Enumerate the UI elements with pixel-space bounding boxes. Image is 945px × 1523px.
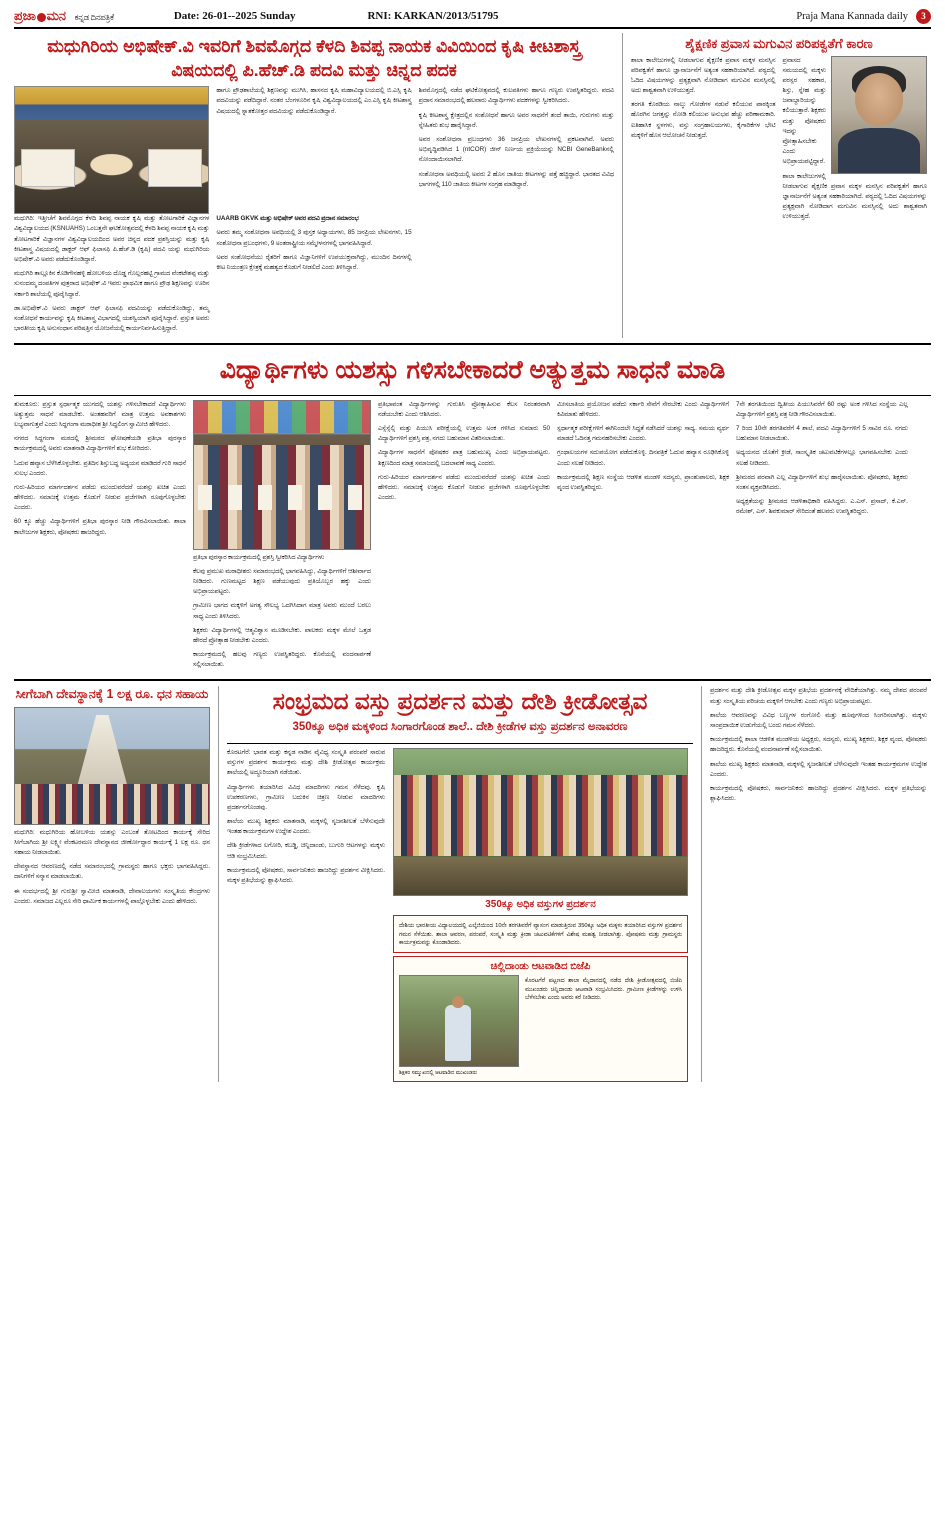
logo-subtitle: ಕನ್ನಡ ದಿನಪತ್ರಿಕೆ <box>74 12 114 22</box>
page-number-badge: 3 <box>916 9 931 24</box>
section-divider <box>14 343 931 345</box>
editorial-headline: ಶೈಕ್ಷಣಿಕ ಪ್ರವಾಸ ಮಗುವಿನ ಪರಿಪಕ್ವತೆಗೆ ಕಾರಣ <box>685 36 873 51</box>
bjp-game-box <box>393 956 688 1082</box>
paragraph: ಡಾ.ಅಭಿಷೇಕ್.ವಿ ಅವರು ಡಾಕ್ಟರ್ ಆಫ್ ಫಿಲಾಸಫಿ ಪದವಿಯನ್ನು ಪಡೆದುಕೊಂಡಿದ್ದು, ತಮ್ಮ ಸಂಶೋಧನೆ ಕಾರ್ಯವನ್ನು ಕೃಷಿ ಕೀಟಶಾಸ್ತ್ರ ವಿಭಾಗದಲ್ಲಿ ಯಶಸ್ವಿಯಾಗಿ ಪೂರೈಸಿದ್ದಾರೆ. ಪ್ರಸ್ತುತ ಅವರು ಭಾರತೀಯ ಕೃಷಿ ಅನುಸಂಧಾನ ಪರಿಷತ್ತಿನ ಯೋಜನೆಯಲ್ಲಿ ಕಾರ್ಯನಿರ್ವಹಿಸುತ್ತಿದ್ದಾರೆ. <box>14 304 210 333</box>
newspaper-logo <box>14 8 114 24</box>
paragraph: ವಿದ್ಯಾರ್ಥಿಗಳ ಸಾಧನೆಗೆ ಪೋಷಕರ ಪಾತ್ರ ಬಹುಮುಖ್ಯ ಎಂದು ಅಭಿಪ್ರಾಯಪಟ್ಟರು. ಶಿಕ್ಷಣದಿಂದ ಮಾತ್ರ ಸಮಾಜದಲ್ಲಿ ಬದಲಾವಣೆ ಸಾಧ್ಯ ಎಂದರು. <box>378 449 550 467</box>
paragraph: ಹಾಗೂ ಪ್ರೌಢಶಾಲೆಯಲ್ಲಿ ಶಿಕ್ಷಣವನ್ನು ಮುಗಿಸಿ, ಹಾಸನದ ಕೃಷಿ ಮಹಾವಿದ್ಯಾಲಯದಲ್ಲಿ ಬಿ.ಎಸ್ಸಿ ಕೃಷಿ ಪದವಿಯನ್ನು ಪಡೆದಿದ್ದಾರೆ. ನಂತರ ಬೆಂಗಳೂರಿನ ಕೃಷಿ ವಿಶ್ವವಿದ್ಯಾಲಯದಲ್ಲಿ ಎಂ.ಎಸ್ಸಿ ಕೃಷಿ ಕೀಟಶಾಸ್ತ್ರ ವಿಷಯದಲ್ಲಿ ಸ್ನಾತಕೋತ್ತರ ಪದವಿಯನ್ನು ಪಡೆದುಕೊಂಡಿದ್ದಾರೆ. <box>216 87 412 115</box>
exhibition-column-2 <box>393 748 688 1082</box>
paragraph: ಕಾರ್ಯಕ್ರಮದಲ್ಲಿ ಶಿಕ್ಷಣ ಸಂಸ್ಥೆಯ ಆಡಳಿತ ಮಂಡಳಿ ಸದಸ್ಯರು, ಪ್ರಾಂಶುಪಾಲರು, ಶಿಕ್ಷಕ ವೃಂದ ಉಪಸ್ಥಿತರಿದ್ದರು. <box>557 473 729 491</box>
exhibition-photo-caption: 350ಕ್ಕೂ ಅಧಿಕ ವಸ್ತುಗಳ ಪ್ರದರ್ಶನ <box>485 898 596 910</box>
exhibition-column-1 <box>227 748 385 1082</box>
paragraph: ಸ್ಪರ್ಧಾತ್ಮಕ ಪರೀಕ್ಷೆಗಳಿಗೆ ಈಗಿನಿಂದಲೇ ಸಿದ್ಧತೆ ನಡೆಸಿದರೆ ಯಶಸ್ಸು ಸಾಧ್ಯ. ಸಮಯ ವ್ಯರ್ಥ ಮಾಡದೆ ಓದಿನತ್ತ ಗಮನಹರಿಸಬೇಕು ಎಂದರು. <box>557 424 729 443</box>
paragraph: ಅವರ ಸಂಶೋಧನೆಯು ರೈತರಿಗೆ ಹಾಗೂ ವಿಜ್ಞಾನಿಗಳಿಗೆ ಉಪಯುಕ್ತವಾಗಿದ್ದು, ಮುಂದಿನ ದಿನಗಳಲ್ಲಿ ಕೀಟ ನಿಯಂತ್ರಣ ಕ್ಷೇತ್ರಕ್ಕೆ ಮಹತ್ವದ ಕೊಡುಗೆ ನೀಡಲಿದೆ ಎಂದು ತಿಳಿಸಿದ್ದಾರೆ. <box>216 253 412 271</box>
paragraph: 7 ರಿಂದ 10ನೇ ತರಗತಿವರೆಗೆ 4 ಶಾಲೆ, ಪದವಿ ವಿದ್ಯಾರ್ಥಿಗಳಿಗೆ 5 ಸಾವಿರ ರೂ. ನಗದು ಬಹುಮಾನ ನೀಡಲಾಯಿತು. <box>736 424 908 443</box>
editorial-columns <box>631 56 927 227</box>
paragraph: ಕಾರ್ಯಕ್ರಮದಲ್ಲಿ ಪೋಷಕರು, ಸಾರ್ವಜನಿಕರು ಹಾಜರಿದ್ದು ಪ್ರದರ್ಶನ ವೀಕ್ಷಿಸಿದರು. ಮಕ್ಕಳ ಪ್ರತಿಭೆಯನ್ನು ಶ್ಲಾಘಿಸಿದರು. <box>227 866 385 885</box>
mid-column-5 <box>736 400 908 675</box>
paper-name: Praja Mana Kannada daily <box>796 10 908 22</box>
bjp-box-text: ಕೊರಟಗೆರೆ ಪಟ್ಟಣದ ಶಾಲಾ ಮೈದಾನದಲ್ಲಿ ನಡೆದ ದೇಶಿ ಕ್ರೀಡೋತ್ಸವದಲ್ಲಿ ಬಿಜೆಪಿ ಮುಖಂಡರು ಚಿನ್ನಿದಾಂಡು ಆಟವಾಡಿ ಸಂಭ್ರಮಿಸಿದರು. ಗ್ರಾಮೀಣ ಕ್ರೀಡೆಗಳನ್ನು ಉಳಿಸಿ ಬೆಳೆಸಬೇಕು ಎಂದು ಅವರು ಕರೆ ನೀಡಿದರು. <box>525 978 682 1002</box>
exhibition-continuation <box>701 686 927 1082</box>
editorial-column-2 <box>783 56 928 227</box>
top-section <box>14 33 931 338</box>
exhibition-box-text: ದೇಶಿಯ ಭಾರತೀಯ ವಿದ್ಯಾಲಯದಲ್ಲಿ ಎಲ್ಕೆಜಿಯಿಂದ 10ನೇ ತರಗತಿವರೆಗೆ ವ್ಯಾಸಂಗ ಮಾಡುತ್ತಿರುವ 350ಕ್ಕೂ ಅಧಿಕ ಮಕ್ಕಳು ತಯಾರಿಸಿದ ವಸ್ತುಗಳ ಪ್ರದರ್ಶನ ಗಮನ ಸೆಳೆಯಿತು. ಶಾಲಾ ಆವರಣ, ಪರಂಪರೆ, ಸಂಸ್ಕೃತಿ ಮತ್ತು ಕ್ರೀಡಾ ಚಟುವಟಿಕೆಗಳಿಗೆ ವಿಶೇಷ ಮಹತ್ವ ನೀಡಲಾಗಿತ್ತು. ಪೋಷಕರು ಮತ್ತು ಗ್ರಾಮಸ್ಥರು ಕಾರ್ಯಕ್ರಮವನ್ನು ಕೊಂಡಾಡಿದರು. <box>399 922 682 947</box>
mid-column-1 <box>14 400 186 675</box>
paragraph: ದೇವಸ್ಥಾನದ ಆವರಣದಲ್ಲಿ ನಡೆದ ಸಮಾರಂಭದಲ್ಲಿ ಗ್ರಾಮಸ್ಥರು ಹಾಗೂ ಭಕ್ತರು ಭಾಗವಹಿಸಿದ್ದರು. ದಾನಿಗಳಿಗೆ ಸನ್ಮಾನ ಮಾಡಲಾಯಿತು. <box>14 863 210 881</box>
paragraph: ಗ್ರಾಮೀಣ ಭಾಗದ ಮಕ್ಕಳಿಗೆ ಅಗತ್ಯ ಸೌಲಭ್ಯ ಒದಗಿಸಿದಾಗ ಮಾತ್ರ ಅವರು ಮುಂದೆ ಬರಲು ಸಾಧ್ಯ ಎಂದು ತಿಳಿಸಿದರು. <box>193 602 371 620</box>
lead-col1-text <box>14 214 209 334</box>
paragraph: ಗ್ರಂಥಾಲಯಗಳ ಸದುಪಯೋಗ ಪಡೆದುಕೊಳ್ಳಿ. ದಿನಪತ್ರಿಕೆ ಓದುವ ಹವ್ಯಾಸ ರೂಢಿಸಿಕೊಳ್ಳಿ ಎಂದು ಸಲಹೆ ನೀಡಿದರು. <box>557 449 729 467</box>
paragraph: ಶಾಲೆಯ ಆವರಣವನ್ನು ವಿವಿಧ ಬಣ್ಣಗಳ ರಂಗೋಲಿ ಮತ್ತು ಹೂವುಗಳಿಂದ ಸಿಂಗರಿಸಲಾಗಿತ್ತು. ಮಕ್ಕಳು ಸಾಂಪ್ರದಾಯಿಕ ಉಡುಗೆಯಲ್ಲಿ ಬಂದು ಗಮನ ಸೆಳೆದರು. <box>710 711 927 729</box>
paragraph: ಗುರು-ಹಿರಿಯರ ಮಾರ್ಗದರ್ಶನ ಪಡೆದು ಮುಂದುವರೆದರೆ ಯಶಸ್ಸು ಖಚಿತ ಎಂದು ಹೇಳಿದರು. ಸಮಾಜಕ್ಕೆ ಉತ್ತಮ ಕೊಡುಗೆ ನೀಡುವ ಪ್ರಜೆಗಳಾಗಿ ರೂಪುಗೊಳ್ಳಬೇಕು ಎಂದರು. <box>378 473 550 502</box>
editorial-column-1 <box>631 56 776 227</box>
paragraph: ಅವರು ತಮ್ಮ ಸಂಶೋಧನಾ ಅವಧಿಯಲ್ಲಿ 3 ಪುಸ್ತಕ ಅಧ್ಯಾಯಗಳು, 85 ಜನಪ್ರಿಯ ಲೇಖನಗಳು, 15 ಸಂಶೋಧನಾ ಪ್ರಬಂಧಗಳು, 9 ಅಂತರಾಷ್ಟ್ರೀಯ ಸಮ್ಮೇಳನಗಳಲ್ಲಿ ಭಾಗವಹಿಸಿದ್ದಾರೆ. <box>216 229 412 247</box>
exhibition-subheadline: 350ಕ್ಕೂ ಅಧಿಕ ಮಕ್ಕಳಿಂದ ಸಿಂಗಾರಗೊಂಡ ಶಾಲೆ.. ದೇಶಿ ಕ್ರೀಡೆಗಳ ವಸ್ತು ಪ್ರದರ್ಶನ ಅನಾವರಣ <box>292 721 628 734</box>
editorial-story <box>622 33 927 338</box>
paragraph: 60 ಕ್ಕೂ ಹೆಚ್ಚು ವಿದ್ಯಾರ್ಥಿಗಳಿಗೆ ಪ್ರತಿಭಾ ಪುರಸ್ಕಾರ ನೀಡಿ ಗೌರವಿಸಲಾಯಿತು. ಶಾಲಾ ಕಾಲೇಜುಗಳ ಶಿಕ್ಷಕರು, ಪೋಷಕರು ಹಾಜರಿದ್ದರು. <box>14 518 186 536</box>
paragraph: ಮಧುಗಿರಿ: ಮಧುಗಿರಿಯ ಹೋಬಳಿಯ ಯಶಸ್ಸು ಎಂಬಂತೆ ತೋಟದಿಂದ ಕಾರ್ಯಕ್ಕೆ ಸೇರಿದ ಸೀಗೆಬಾಗಿಯ ಶ್ರೀ ಲಕ್ಷ್ಮೀ ವೆಂಕಟರಮಣ ದೇವಸ್ಥಾನದ ಜೀರ್ಣೋದ್ಧಾರ ಕಾರ್ಯಕ್ಕೆ 1 ಲಕ್ಷ ರೂ. ಧನ ಸಹಾಯ ನೀಡಲಾಯಿತು. <box>14 828 210 857</box>
lead-column-1 <box>14 86 209 338</box>
temple-photo <box>14 707 210 825</box>
exhibition-story <box>218 686 693 1082</box>
exhibition-highlight-box <box>393 915 688 953</box>
lead-columns <box>14 86 614 338</box>
paragraph: ಶಾಲಾ ಕಾಲೇಜುಗಳಲ್ಲಿ ನೀಡಲಾಗುವ ಶೈಕ್ಷಣಿಕ ಪ್ರವಾಸ ಮಕ್ಕಳ ಮನಸ್ಸಿನ ಪರಿಪಕ್ವತೆಗೆ ಹಾಗೂ ಜ್ಞಾನಾರ್ಜನೆಗೆ ಅತ್ಯಂತ ಸಹಕಾರಿಯಾಗಿದೆ. ಪಠ್ಯದಲ್ಲಿ ಓದಿದ ವಿಷಯಗಳನ್ನು ಪ್ರತ್ಯಕ್ಷವಾಗಿ ನೋಡಿದಾಗ ಮಗುವಿನ ಮನಸ್ಸಿನಲ್ಲಿ ಅದು ಶಾಶ್ವತವಾಗಿ ಉಳಿಯುತ್ತದೆ. <box>782 172 927 221</box>
paragraph: ಓದುವ ಹವ್ಯಾಸ ಬೆಳೆಸಿಕೊಳ್ಳಬೇಕು. ಪ್ರತಿದಿನ ಶಿಸ್ತುಬದ್ಧ ಅಧ್ಯಯನ ಮಾಡಿದರೆ ಗುರಿ ಸಾಧನೆ ಸುಲಭ ಎಂದರು. <box>14 459 186 477</box>
mid-section <box>14 400 931 675</box>
temple-text <box>14 825 210 907</box>
paragraph: ಶಿಕ್ಷಕರು ವಿದ್ಯಾರ್ಥಿಗಳಲ್ಲಿ ಆತ್ಮವಿಶ್ವಾಸ ಮೂಡಿಸಬೇಕು. ಪಾಲಕರು ಮಕ್ಕಳ ಮೇಲೆ ಒತ್ತಡ ಹೇರದೆ ಪ್ರೋತ್ಸಾಹ ನೀಡಬೇಕು ಎಂದರು. <box>193 626 371 644</box>
lead-col2-text <box>216 214 411 273</box>
banner-divider <box>14 395 931 396</box>
paragraph: ಅವರ ಸಂಶೋಧನಾ ಪ್ರಬಂಧಗಳು 36 ಜನಪ್ರಿಯ ಲೇಖನಗಳಲ್ಲಿ ಪ್ರಕಟವಾಗಿವೆ. ಅವರು ಅಭಿವೃದ್ಧಿಪಡಿಸಿದ 1 (ntCOR) ಜೀನ್ ನಿರ್ಣಯ ಪ್ರಕ್ರಿಯೆಯನ್ನು NCBI GeneBankನಲ್ಲಿ ನೋಂದಾಯಿಸಲಾಗಿದೆ. <box>418 136 614 164</box>
paragraph: ಶಾಲೆಯ ಮುಖ್ಯ ಶಿಕ್ಷಕರು ಮಾತನಾಡಿ, ಮಕ್ಕಳಲ್ಲಿ ಸೃಜನಶೀಲತೆ ಬೆಳೆಸುವುದೇ ಇಂತಹ ಕಾರ್ಯಕ್ರಮಗಳ ಉದ್ದೇಶ ಎಂದರು. <box>227 818 385 836</box>
logo-dot-icon <box>37 13 46 22</box>
bjp-photo-caption: ಶಿಕ್ಷಕರ ಸಮ್ಮುಖದಲ್ಲಿ ಆಟವಾಡಿದ ಮುಖಂಡರು <box>399 1070 478 1077</box>
paragraph: ಕಾರ್ಯಕ್ರಮದಲ್ಲಿ ಪೋಷಕರು, ಸಾರ್ವಜನಿಕರು ಹಾಜರಿದ್ದು ಪ್ರದರ್ಶನ ವೀಕ್ಷಿಸಿದರು. ಮಕ್ಕಳ ಪ್ರತಿಭೆಯನ್ನು ಶ್ಲಾಘಿಸಿದರು. <box>710 784 927 803</box>
paragraph: ಮೀಸಲಾತಿಯ ಪ್ರಯೋಜನ ಪಡೆದು ಸರ್ಕಾರಿ ಸೇವೆಗೆ ಸೇರಬೇಕು ಎಂದು ವಿದ್ಯಾರ್ಥಿಗಳಿಗೆ ಕಿವಿಮಾತು ಹೇಳಿದರು. <box>557 400 729 418</box>
exhibition-headline: ಸಂಭ್ರಮದ ವಸ್ತು ಪ್ರದರ್ಶನ ಮತ್ತು ದೇಶಿ ಕ್ರೀಡೋತ್ಸವ <box>272 688 648 715</box>
bjp-game-photo <box>399 975 519 1067</box>
paragraph: ಶಾಲಾ ಕಾಲೇಜುಗಳಲ್ಲಿ ನೀಡಲಾಗುವ ಶೈಕ್ಷಣಿಕ ಪ್ರವಾಸ ಮಕ್ಕಳ ಮನಸ್ಸಿನ ಪರಿಪಕ್ವತೆಗೆ ಹಾಗೂ ಜ್ಞಾನಾರ್ಜನೆಗೆ ಅತ್ಯಂತ ಸಹಕಾರಿಯಾಗಿದೆ. ಪಠ್ಯದಲ್ಲಿ ಓದಿದ ವಿಷಯಗಳನ್ನು ಪ್ರತ್ಯಕ್ಷವಾಗಿ ನೋಡಿದಾಗ ಮಗುವಿನ ಮನಸ್ಸಿನಲ್ಲಿ ಅದು ಶಾಶ್ವತವಾಗಿ ಉಳಿಯುತ್ತದೆ. <box>631 56 776 95</box>
paragraph: ಅಧ್ಯಕ್ಷತೆಯನ್ನು ಶ್ರೀಮಠದ ಆಡಳಿತಾಧಿಕಾರಿ ವಹಿಸಿದ್ದರು. ಎ.ಎಸ್. ಪ್ರಸಾದ್, ಕೆ.ಎನ್. ರಮೇಶ್, ಎಸ್. ಶಿವಕುಮಾರ್ ಸೇರಿದಂತೆ ಹಲವರು ಉಪಸ್ಥಿತರಿದ್ದರು. <box>736 498 908 516</box>
mid-col4-text <box>557 400 729 494</box>
mid-column-4 <box>557 400 729 675</box>
paragraph: ತುಮಕೂರು: ಪ್ರಸ್ತುತ ಸ್ಪರ್ಧಾತ್ಮಕ ಯುಗದಲ್ಲಿ ಯಶಸ್ಸು ಗಳಿಸಬೇಕಾದರೆ ವಿದ್ಯಾರ್ಥಿಗಳು ಅತ್ಯುತ್ತಮ ಸಾಧನೆ ಮಾಡಬೇಕು. ಅಂತಹವರಿಗೆ ಮಾತ್ರ ಉತ್ತಮ ಅವಕಾಶಗಳು ಲಭ್ಯವಾಗುತ್ತವೆ ಎಂದು ಸಿದ್ಧಗಂಗಾ ಮಠಾಧೀಶ ಶ್ರೀ ಸಿದ್ಧಲಿಂಗ ಸ್ವಾಮೀಜಿ ಹೇಳಿದರು. <box>14 400 186 428</box>
photo-caption-abbr: UAARB GKVK ಮತ್ತು ಅಭಿಷೇಕ್ ಅವರ ಪದವಿ ಪ್ರದಾನ ಸಮಾರಂಭ <box>216 215 359 223</box>
paragraph: ಕೃಷಿ ಕೀಟಶಾಸ್ತ್ರ ಕ್ಷೇತ್ರದಲ್ಲಿನ ಸಂಶೋಧನೆ ಹಾಗೂ ಅವರ ಸಾಧನೆಗೆ ತಂದೆ ತಾಯಿ, ಗುರುಗಳು ಮತ್ತು ಸ್ನೇಹಿತರು ಶುಭ ಹಾರೈಸಿದ್ದಾರೆ. <box>418 111 614 129</box>
masthead <box>14 8 931 29</box>
paragraph: ನಗರದ ಸಿದ್ಧಗಂಗಾ ಮಠದಲ್ಲಿ ಶ್ರೀಮಠದ ಘೋಷಣೆಯಡಿ ಪ್ರತಿಭಾ ಪುರಸ್ಕಾರ ಕಾರ್ಯಕ್ರಮದಲ್ಲಿ ಅವರು ಮಾತನಾಡಿ ವಿದ್ಯಾರ್ಥಿಗಳಿಗೆ ಶುಭ ಕೋರಿದರು. <box>14 435 186 453</box>
lead-col3-text <box>419 86 614 190</box>
mid-col3-text <box>378 400 550 504</box>
paragraph: ಪ್ರತಿಭಾವಂತ ವಿದ್ಯಾರ್ಥಿಗಳನ್ನು ಗುರುತಿಸಿ ಪ್ರೋತ್ಸಾಹಿಸುವ ಕೆಲಸ ನಿರಂತರವಾಗಿ ನಡೆಯಬೇಕು ಎಂದು ಆಶಿಸಿದರು. <box>378 400 550 418</box>
publication-date: Date: 26-01--2025 Sunday <box>173 10 296 22</box>
paragraph: ಮಧುಗಿರಿ ತಾಲ್ಲೂಕಿನ ಕೊಡಿಗೇನಹಳ್ಳಿ ಹೋಬಳಿಯ ದೊಡ್ಡ ಗೊಲ್ಲರಹಟ್ಟಿ ಗ್ರಾಮದ ವೆಂಕಟೇಶಪ್ಪ ಮತ್ತು ಸುನಂದಮ್ಮ ದಂಪತಿಗಳ ಪುತ್ರರಾದ ಅಭಿಷೇಕ್.ವಿ ಇವರು ಪ್ರಾಥಮಿಕ ಹಾಗೂ ಪ್ರೌಢ ಶಿಕ್ಷಣವನ್ನು ಊರಿನ ಸರ್ಕಾರಿ ಶಾಲೆಯಲ್ಲಿ ಪೂರೈಸಿದ್ದಾರೆ. <box>14 270 210 298</box>
paragraph: ಪ್ರದರ್ಶನ ಮತ್ತು ದೇಶಿ ಕ್ರೀಡೋತ್ಸವ ಮಕ್ಕಳ ಪ್ರತಿಭೆಯ ಪ್ರದರ್ಶನಕ್ಕೆ ವೇದಿಕೆಯಾಗಿತ್ತು. ನಮ್ಮ ದೇಶದ ಪರಂಪರೆ ಮತ್ತು ಸಂಸ್ಕೃತಿಯ ಪರಿಚಯ ಮಕ್ಕಳಿಗೆ ಆಗಬೇಕು ಎಂದು ಗಣ್ಯರು ಅಭಿಪ್ರಾಯಪಟ್ಟರು. <box>710 687 927 705</box>
bottom-right-text <box>710 686 927 804</box>
exhibition-columns <box>227 748 693 1082</box>
bjp-box-title: ಚಿಲ್ಲಿದಾಂಡು ಆಟವಾಡಿದ ಬಿಜೆಪಿ <box>490 961 591 973</box>
paragraph: ದೇಶಿ ಕ್ರೀಡೆಗಳಾದ ಲಗೋರಿ, ಕಬಡ್ಡಿ, ಚಿನ್ನಿದಾಂಡು, ಬುಗುರಿ ಆಟಗಳನ್ನು ಮಕ್ಕಳು ಆಡಿ ಸಂಭ್ರಮಿಸಿದರು. <box>227 842 385 860</box>
paragraph: ವಿದ್ಯಾರ್ಥಿಗಳು ತಯಾರಿಸಿದ ವಿವಿಧ ಮಾದರಿಗಳು ಗಮನ ಸೆಳೆದವು. ಕೃಷಿ ಉಪಕರಣಗಳು, ಗ್ರಾಮೀಣ ಬದುಕಿನ ಚಿತ್ರಣ ನೀಡುವ ಮಾದರಿಗಳು ಪ್ರದರ್ಶನಗೊಂಡವು. <box>227 783 385 811</box>
paragraph: ಸಂಶೋಧನಾ ಅವಧಿಯಲ್ಲಿ ಅವರು 2 ಹೊಸ ಜಾತಿಯ ಕೀಟಗಳನ್ನು ಪತ್ತೆ ಹಚ್ಚಿದ್ದಾರೆ. ಭಾರತದ ವಿವಿಧ ಭಾಗಗಳಲ್ಲಿ 110 ಜಾತಿಯ ಕೀಟಗಳ ಸಂಗ್ರಹ ಮಾಡಿದ್ದಾರೆ. <box>418 170 614 188</box>
paragraph: ಎಸ್ಸೆಸ್ಸೆಲ್ಸಿ ಮತ್ತು ಪಿಯುಸಿ ಪರೀಕ್ಷೆಯಲ್ಲಿ ಉತ್ತಮ ಅಂಕ ಗಳಿಸಿದ ಸುಮಾರು 50 ವಿದ್ಯಾರ್ಥಿಗಳಿಗೆ ಪ್ರಶಸ್ತಿ ಪತ್ರ, ನಗದು ಬಹುಮಾನ ವಿತರಿಸಲಾಯಿತು. <box>378 424 550 443</box>
lead-column-2 <box>216 86 411 338</box>
temple-headline: ಸೀಗೆಬಾಗಿ ದೇವಸ್ಥಾನಕ್ಕೆ 1 ಲಕ್ಷ ರೂ. ಧನ ಸಹಾಯ <box>15 687 209 702</box>
section-divider-2 <box>14 679 931 681</box>
paragraph: ಕಾರ್ಯಕ್ರಮದಲ್ಲಿ ಶಾಲಾ ಆಡಳಿತ ಮಂಡಳಿಯ ಅಧ್ಯಕ್ಷರು, ಸದಸ್ಯರು, ಮುಖ್ಯ ಶಿಕ್ಷಕರು, ಶಿಕ್ಷಕ ವೃಂದ, ಪೋಷಕರು ಹಾಜರಿದ್ದರು. ಕೊನೆಯಲ್ಲಿ ವಂದನಾರ್ಪಣೆ ಸಲ್ಲಿಸಲಾಯಿತು. <box>710 736 927 754</box>
paragraph: ಕಾರ್ಯಕ್ರಮದಲ್ಲಿ ಹಲವು ಗಣ್ಯರು ಉಪಸ್ಥಿತರಿದ್ದರು. ಕೊನೆಯಲ್ಲಿ ವಂದನಾರ್ಪಣೆ ಸಲ್ಲಿಸಲಾಯಿತು. <box>193 651 371 669</box>
editorial-col1-text <box>631 56 776 142</box>
lead-column-3 <box>419 86 614 338</box>
paragraph: ಕೆಲವು ಪ್ರಮುಖ ಮಠಾಧೀಶರು ಸಮಾರಂಭದಲ್ಲಿ ಭಾಗವಹಿಸಿದ್ದು, ವಿದ್ಯಾರ್ಥಿಗಳಿಗೆ ಆಶೀರ್ವಾದ ನೀಡಿದರು. ಗುಣಮಟ್ಟದ ಶಿಕ್ಷಣ ಪಡೆಯುವುದು ಪ್ರತಿಯೊಬ್ಬರ ಹಕ್ಕು ಎಂದು ಅಭಿಪ್ರಾಯಪಟ್ಟರು. <box>193 567 371 596</box>
lead-col2-top <box>216 86 411 214</box>
paragraph: ಗುರು-ಹಿರಿಯರ ಮಾರ್ಗದರ್ಶನ ಪಡೆದು ಮುಂದುವರೆದರೆ ಯಶಸ್ಸು ಖಚಿತ ಎಂದು ಹೇಳಿದರು. ಸಮಾಜಕ್ಕೆ ಉತ್ತಮ ಕೊಡುಗೆ ನೀಡುವ ಪ್ರಜೆಗಳಾಗಿ ರೂಪುಗೊಳ್ಳಬೇಕು ಎಂದರು. <box>14 483 186 512</box>
logo-text-2: ಮನ <box>46 8 66 23</box>
mid-column-2 <box>193 400 371 675</box>
award-photo <box>14 86 209 214</box>
author-portrait-photo <box>831 56 927 174</box>
paragraph: ಶ್ರೀಮಠದ ಪರವಾಗಿ ಎಲ್ಲ ವಿದ್ಯಾರ್ಥಿಗಳಿಗೆ ಶುಭ ಹಾರೈಸಲಾಯಿತು. ಪೋಷಕರು, ಶಿಕ್ಷಕರು ಸಂತಸ ವ್ಯಕ್ತಪಡಿಸಿದರು. <box>736 473 908 491</box>
paragraph: ಶಿವಮೊಗ್ಗದಲ್ಲಿ ನಡೆದ ಘಟಿಕೋತ್ಸವದಲ್ಲಿ ಕುಲಪತಿಗಳು ಹಾಗೂ ಗಣ್ಯರು ಉಪಸ್ಥಿತರಿದ್ದರು. ಪದವಿ ಪ್ರದಾನ ಸಮಾರಂಭದಲ್ಲಿ ಹಲವಾರು ವಿದ್ಯಾರ್ಥಿಗಳು ಪದಕಗಳನ್ನು ಸ್ವೀಕರಿಸಿದರು. <box>418 87 614 105</box>
mid-column-3 <box>378 400 550 675</box>
paragraph: ಅಧ್ಯಯನದ ಜೊತೆಗೆ ಕ್ರೀಡೆ, ಸಾಂಸ್ಕೃತಿಕ ಚಟುವಟಿಕೆಗಳಲ್ಲೂ ಭಾಗವಹಿಸಬೇಕು ಎಂದು ಸಲಹೆ ನೀಡಿದರು. <box>736 449 908 467</box>
logo-text-1: ಪ್ರಜಾ <box>14 8 36 23</box>
exhibition-photo <box>393 748 688 896</box>
paragraph: ಕೊರಟಗೆರೆ: ಭಾರತ ಮತ್ತು ಕನ್ನಡ ನಾಡಿನ ವೈವಿಧ್ಯ ಸಂಸ್ಕೃತಿ ಪರಂಪರೆ ಸಾರುವ ವಸ್ತುಗಳ ಪ್ರದರ್ಶನ ಕಾರ್ಯಕ್ರಮ ಮತ್ತು ದೇಶಿ ಕ್ರೀಡೋತ್ಸವ ಕಾರ್ಯಕ್ರಮ ಶಾಲೆಯಲ್ಲಿ ಅದ್ಧೂರಿಯಾಗಿ ನಡೆಯಿತು. <box>227 748 385 777</box>
paragraph: ಪ್ರವಾಸದ ಸಮಯದಲ್ಲಿ ಮಕ್ಕಳು ಪರಸ್ಪರ ಸಹಕಾರ, ಶಿಸ್ತು, ಸ್ನೇಹ ಮತ್ತು ಜವಾಬ್ದಾರಿಯನ್ನು ಕಲಿಯುತ್ತಾರೆ. ಶಿಕ್ಷಕರು ಮತ್ತು ಪೋಷಕರು ಇದನ್ನು ಪ್ರೋತ್ಸಾಹಿಸಬೇಕು ಎಂದು ಅಭಿಪ್ರಾಯಪಟ್ಟಿದ್ದಾರೆ. <box>782 56 826 166</box>
temple-story <box>14 686 210 1082</box>
lead-headline: ಮಧುಗಿರಿಯ ಅಭಿಷೇಕ್.ವಿ ಇವರಿಗೆ ಶಿವಮೊಗ್ಗದ ಕೆಳದಿ ಶಿವಪ್ಪ ನಾಯಕ ವಿವಿಯಿಂದ ಕೃಷಿ ಕೀಟಶಾಸ್ತ್ರ ವಿಷಯದಲ್ಲಿ ಪಿ.ಹೆಚ್.ಡಿ ಪದವಿ ಮತ್ತು ಚಿನ್ನದ ಪದಕ <box>47 36 581 80</box>
exhibition-col1-text <box>227 748 385 886</box>
paragraph: ಶಾಲೆಯ ಮುಖ್ಯ ಶಿಕ್ಷಕರು ಮಾತನಾಡಿ, ಮಕ್ಕಳಲ್ಲಿ ಸೃಜನಶೀಲತೆ ಬೆಳೆಸುವುದೇ ಇಂತಹ ಕಾರ್ಯಕ್ರಮಗಳ ಉದ್ದೇಶ ಎಂದರು. <box>710 760 927 778</box>
paragraph: ಈ ಸಂದರ್ಭದಲ್ಲಿ ಶ್ರೀ ಗುರುಶ್ರೀ ಸ್ವಾಮೀಜಿ ಮಾತನಾಡಿ, ದೇವಾಲಯಗಳು ಸಂಸ್ಕೃತಿಯ ಕೇಂದ್ರಗಳು ಎಂದರು. ಸಮಾಜದ ಎಲ್ಲರೂ ಸೇರಿ ಧಾರ್ಮಿಕ ಕಾರ್ಯಗಳಲ್ಲಿ ಪಾಲ್ಗೊಳ್ಳಬೇಕು ಎಂದು ಹೇಳಿದರು. <box>14 887 210 905</box>
photo-caption: ಪ್ರತಿಭಾ ಪುರಸ್ಕಾರ ಕಾರ್ಯಕ್ರಮದಲ್ಲಿ ಪ್ರಶಸ್ತಿ ಸ್ವೀಕರಿಸಿದ ವಿದ್ಯಾರ್ಥಿಗಳು <box>193 553 325 561</box>
mid-banner-headline: ವಿದ್ಯಾರ್ಥಿಗಳು ಯಶಸ್ಸು ಗಳಿಸಬೇಕಾದರೆ ಅತ್ಯುತ್ತಮ ಸಾಧನೆ ಮಾಡಿ <box>219 356 726 385</box>
exhibition-divider <box>227 743 693 744</box>
mid-col5-text <box>736 400 908 518</box>
mid-col2-text <box>193 550 371 671</box>
bottom-section <box>14 686 931 1082</box>
lead-story <box>14 33 614 338</box>
rni-number: RNI: KARKAN/2013/51795 <box>367 10 499 22</box>
paragraph: ಮಧುಗಿರಿ: ಇತ್ತೀಚೆಗೆ ಶಿವಮೊಗ್ಗದ ಕೆಳದಿ ಶಿವಪ್ಪ ನಾಯಕ ಕೃಷಿ ಮತ್ತು ತೋಟಗಾರಿಕೆ ವಿಜ್ಞಾನಗಳ ವಿಶ್ವವಿದ್ಯಾಲಯದ (KSNUAHS) ಒಂಬತ್ತನೇ ಘಟಿಕೋತ್ಸವದಲ್ಲಿ ಕೆಳದಿ ಶಿವಪ್ಪ ನಾಯಕ ಕೃಷಿ ಮತ್ತು ತೋಟಗಾರಿಕೆ ವಿಜ್ಞಾನಗಳ ವಿಶ್ವವಿದ್ಯಾಲಯದಿಂದ ಅವರ ಚಿನ್ನದ ಪದಕ ಪ್ರಶಸ್ತಿಯನ್ನು ಮತ್ತು ಕೃಷಿ ಕೀಟಶಾಸ್ತ್ರ ವಿಷಯದಲ್ಲಿ ಡಾಕ್ಟರ್ ಆಫ್ ಫಿಲಾಸಫಿ ಪಿ.ಹೆಚ್.ಡಿ (ಕೃಷಿ) ಪದವಿ ಯನ್ನು ಮಧುಗಿರಿಯ ಅಭಿಷೇಕ್.ವಿ ಅವರು ಪಡೆದುಕೊಂಡಿದ್ದಾರೆ. <box>14 215 210 263</box>
paragraph: 7ನೇ ತರಗತಿಯಿಂದ ದ್ವಿತೀಯ ಪಿಯುಸಿವರೆಗೆ 60 ರಷ್ಟು ಅಂಕ ಗಳಿಸಿದ ಸಂಸ್ಥೆಯ ಎಲ್ಲ ವಿದ್ಯಾರ್ಥಿಗಳಿಗೆ ಪ್ರಶಸ್ತಿ ಪತ್ರ ನೀಡಿ ಗೌರವಿಸಲಾಯಿತು. <box>736 400 908 418</box>
mid-col1-text <box>14 400 186 538</box>
paragraph: ತರಗತಿ ಕೊಠಡಿಯ ನಾಲ್ಕು ಗೋಡೆಗಳ ನಡುವೆ ಕಲಿಯುವ ಪಾಠಕ್ಕಿಂತ ಹೊರಗಿನ ಜಗತ್ತನ್ನು ನೋಡಿ ಕಲಿಯುವ ಅನುಭವ ಹೆಚ್ಚು ಪರಿಣಾಮಕಾರಿ. ಐತಿಹಾಸಿಕ ಸ್ಥಳಗಳು, ವಸ್ತು ಸಂಗ್ರಹಾಲಯಗಳು, ಕೈಗಾರಿಕೆಗಳ ಭೇಟಿ ಮಕ್ಕಳಿಗೆ ಹೊಸ ಆಲೋಚನೆ ನೀಡುತ್ತದೆ. <box>631 101 776 139</box>
students-group-photo <box>193 400 371 550</box>
